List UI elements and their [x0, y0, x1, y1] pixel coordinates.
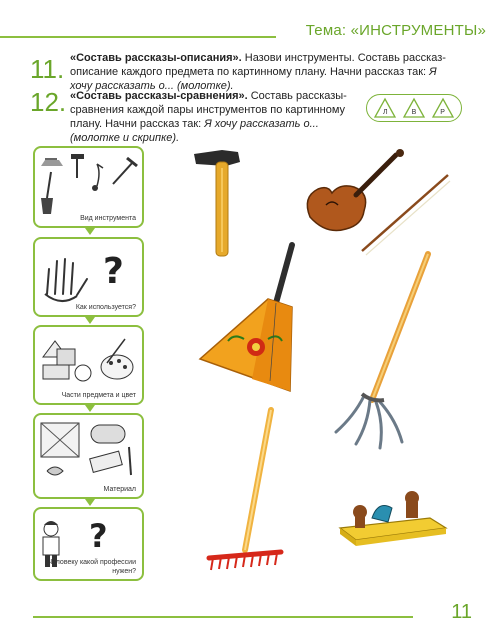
- plan-card-caption: Части предмета и цвет: [61, 392, 136, 399]
- rake-icon: [205, 408, 285, 578]
- balalaika-icon: [192, 243, 312, 393]
- task-11-example: Я хочу рассказать о... (молотке).: [70, 66, 437, 92]
- plan-card-caption: Как используется?: [75, 304, 136, 311]
- task-12-title: «Составь рассказы-сравнения».: [70, 90, 248, 102]
- task-11-text: [70, 51, 454, 93]
- theme-label: Тема:: [305, 22, 347, 39]
- task-12-text: [70, 89, 348, 145]
- header-rule: [0, 36, 276, 38]
- triangle-l: [374, 98, 396, 118]
- task-12-body: Составь рассказы-сравнения каждой пары инструментов по картинному плану. Начни рассказ так:: [70, 90, 347, 130]
- svg-text:?: ?: [89, 517, 108, 555]
- arrow-down-icon: [85, 405, 95, 412]
- plan-card-profession: [33, 507, 144, 581]
- violin-icon: [300, 145, 460, 265]
- page-number: 11: [451, 601, 472, 623]
- plan-card-caption: Материал: [103, 486, 136, 493]
- pitchfork-icon: [320, 250, 440, 460]
- plan-card-usage: [33, 237, 144, 317]
- plan-card-parts-color: [33, 325, 144, 405]
- task-12-number: 12.: [30, 87, 67, 117]
- triangle-r-letter: Р: [440, 109, 445, 116]
- triangle-r: [432, 98, 454, 118]
- plan-card-caption: Вид инструмента: [80, 215, 136, 222]
- triangle-v: [403, 98, 425, 118]
- sound-triangles: [366, 94, 462, 122]
- plan-card-tool-type: [33, 146, 144, 228]
- task-11-number: 11.: [30, 54, 65, 84]
- wood-plane-icon: [334, 478, 454, 558]
- plan-card-material: [33, 413, 144, 499]
- task-11-title: «Составь рассказы-описания».: [70, 52, 242, 64]
- footer-rule: [33, 616, 413, 618]
- hammer-icon: [192, 148, 252, 258]
- plan-card-caption: Человеку какой профессии нужен?: [47, 559, 136, 575]
- triangle-l-letter: Л: [383, 109, 388, 116]
- theme-title: «ИНСТРУМЕНТЫ»: [350, 22, 486, 39]
- triangle-v-letter: В: [411, 109, 417, 116]
- arrow-down-icon: [85, 228, 95, 235]
- page-theme: [306, 22, 486, 39]
- task-11-body: Назови инструменты. Составь рассказ-описание каждого предмета по картинному плану. Начни рассказ так:: [70, 52, 446, 78]
- arrow-down-icon: [85, 317, 95, 324]
- arrow-down-icon: [85, 499, 95, 506]
- task-12-example: Я хочу рассказать о... (молотке и скрипке).: [70, 118, 319, 144]
- svg-text:?: ?: [103, 251, 124, 292]
